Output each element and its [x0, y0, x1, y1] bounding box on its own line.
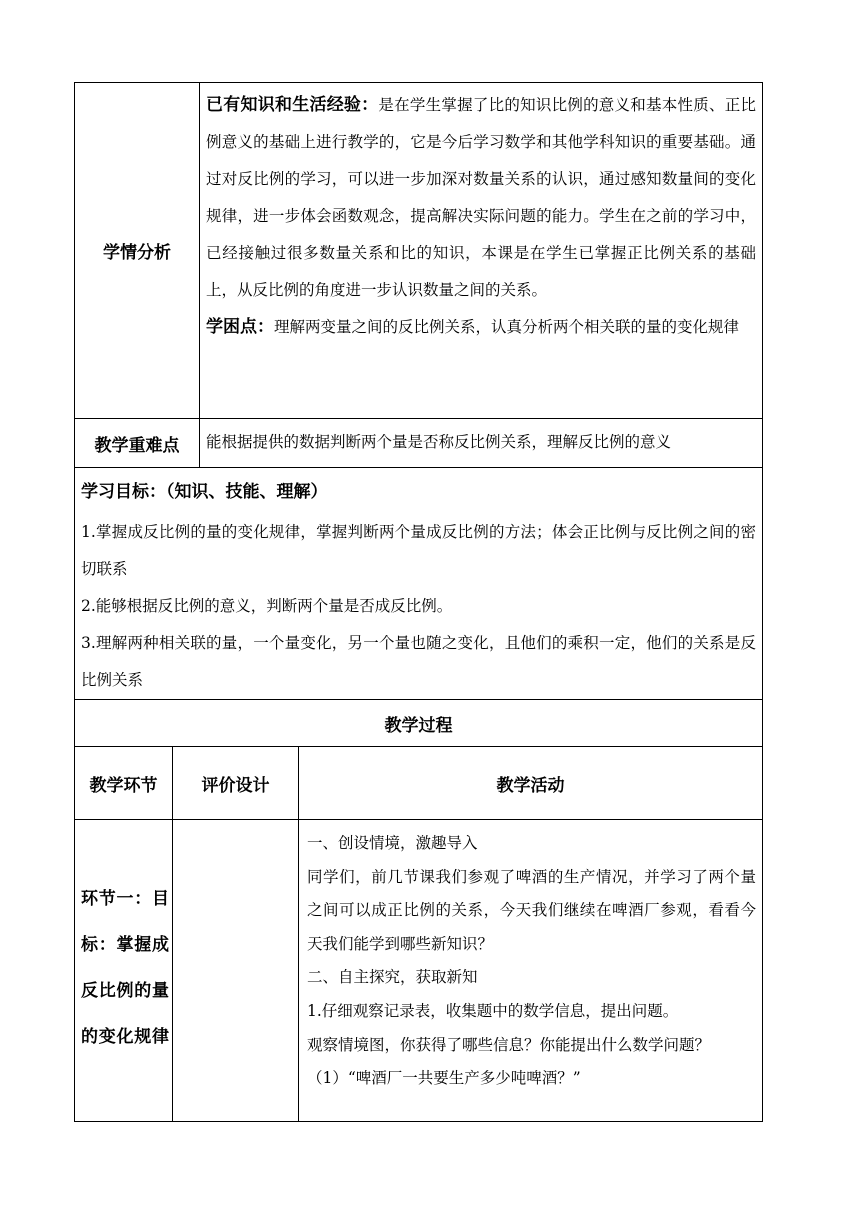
- table-border-right: [762, 82, 763, 1122]
- col-header-step-cell: [75, 747, 172, 819]
- objective-item-1: 1.掌握成反比例的量的变化规律，掌握判断两个量成反比例的方法；体会正比例与反比例之间的密切联系: [81, 523, 756, 578]
- col-header-evaluation-cell: [173, 747, 298, 819]
- col-header-evaluation: 评价设计: [201, 775, 270, 796]
- activity-line-1: 一、创设情境，激趣导入: [307, 834, 478, 852]
- xueqing-label: 学情分析: [103, 243, 171, 263]
- col-header-step: 教学环节: [89, 775, 158, 796]
- objective-item-3: 3.理解两种相关联的量，一个量变化，另一个量也随之变化，且他们的乘积一定，他们的关系是反比例关系: [81, 634, 756, 689]
- step1-link-cell: [81, 820, 169, 1121]
- process-title-cell: [75, 700, 762, 746]
- activity-line-3: 二、自主探究，获取新知: [307, 968, 478, 987]
- col-header-activity-cell: [299, 747, 762, 819]
- activity-line-4: 1.仔细观察记录表，收集题中的数学信息，提出问题。: [307, 1001, 679, 1020]
- prior-knowledge-heading: 已有知识和生活经验：: [206, 95, 379, 115]
- zhongnandian-text: 能根据提供的数据判断两个量是否称反比例关系，理解反比例的意义: [206, 433, 672, 451]
- col-header-activity: 教学活动: [496, 775, 565, 796]
- difficulty-text: 理解两变量之间的反比例关系，认真分析两个相关联的量的变化规律: [274, 318, 740, 336]
- xueqing-content-cell: [206, 87, 756, 346]
- label-column-divider: [199, 82, 200, 468]
- activity-line-6: （1）“啤酒厂一共要生产多少吨啤酒？”: [307, 1069, 581, 1088]
- step1-activity-cell: [307, 827, 756, 1096]
- activity-line-5: 观察情境图，你获得了哪些信息？你能提出什么数学问题？: [307, 1035, 711, 1054]
- xueqing-label-cell: [75, 83, 199, 418]
- difficulty-paragraph: [206, 309, 756, 346]
- step1-link-text: 环节一：目标：掌握成反比例的量的变化规律: [81, 888, 169, 1047]
- prior-knowledge-paragraph: [206, 87, 756, 309]
- table-border-bottom: [74, 1121, 763, 1122]
- objectives-cell: [81, 474, 756, 699]
- objective-item-2: 2.能够根据反比例的意义，判断两个量是否成反比例。: [81, 597, 453, 615]
- step1-evaluation-cell: [173, 820, 298, 1121]
- zhongnandian-content-cell: [206, 424, 756, 461]
- activity-line-2: 同学们，前几节课我们参观了啤酒的生产情况，并学习了两个量之间可以成正比例的关系，今天我们继续在啤酒厂参观，看看今天我们能学到哪些新知识？: [307, 867, 756, 953]
- difficulty-heading: 学困点：: [206, 317, 274, 337]
- row-divider-2: [74, 467, 763, 468]
- zhongnandian-label-cell: [75, 419, 199, 467]
- zhongnandian-label: 教学重难点: [94, 435, 180, 456]
- prior-knowledge-text: 是在学生掌握了比的知识比例的意义和基本性质、正比例意义的基础上进行教学的，它是今后学习数学和其他学科知识的重要基础。通过对反比例的学习，可以进一步加深对数量关系的认识，通过感知数量间的变化 规律，进一步体会函数观念，提高解决实际问题的能力。学生在之前的学习中，已经接触过很多数量关系和比的知识，本课是在学生已掌握正比例关系的基础上，从反比例的角度进一步认识数量之间的关系。: [206, 96, 756, 299]
- objectives-heading: 学习目标：（知识、技能、理解）: [81, 482, 328, 502]
- process-title: 教学过程: [384, 715, 453, 736]
